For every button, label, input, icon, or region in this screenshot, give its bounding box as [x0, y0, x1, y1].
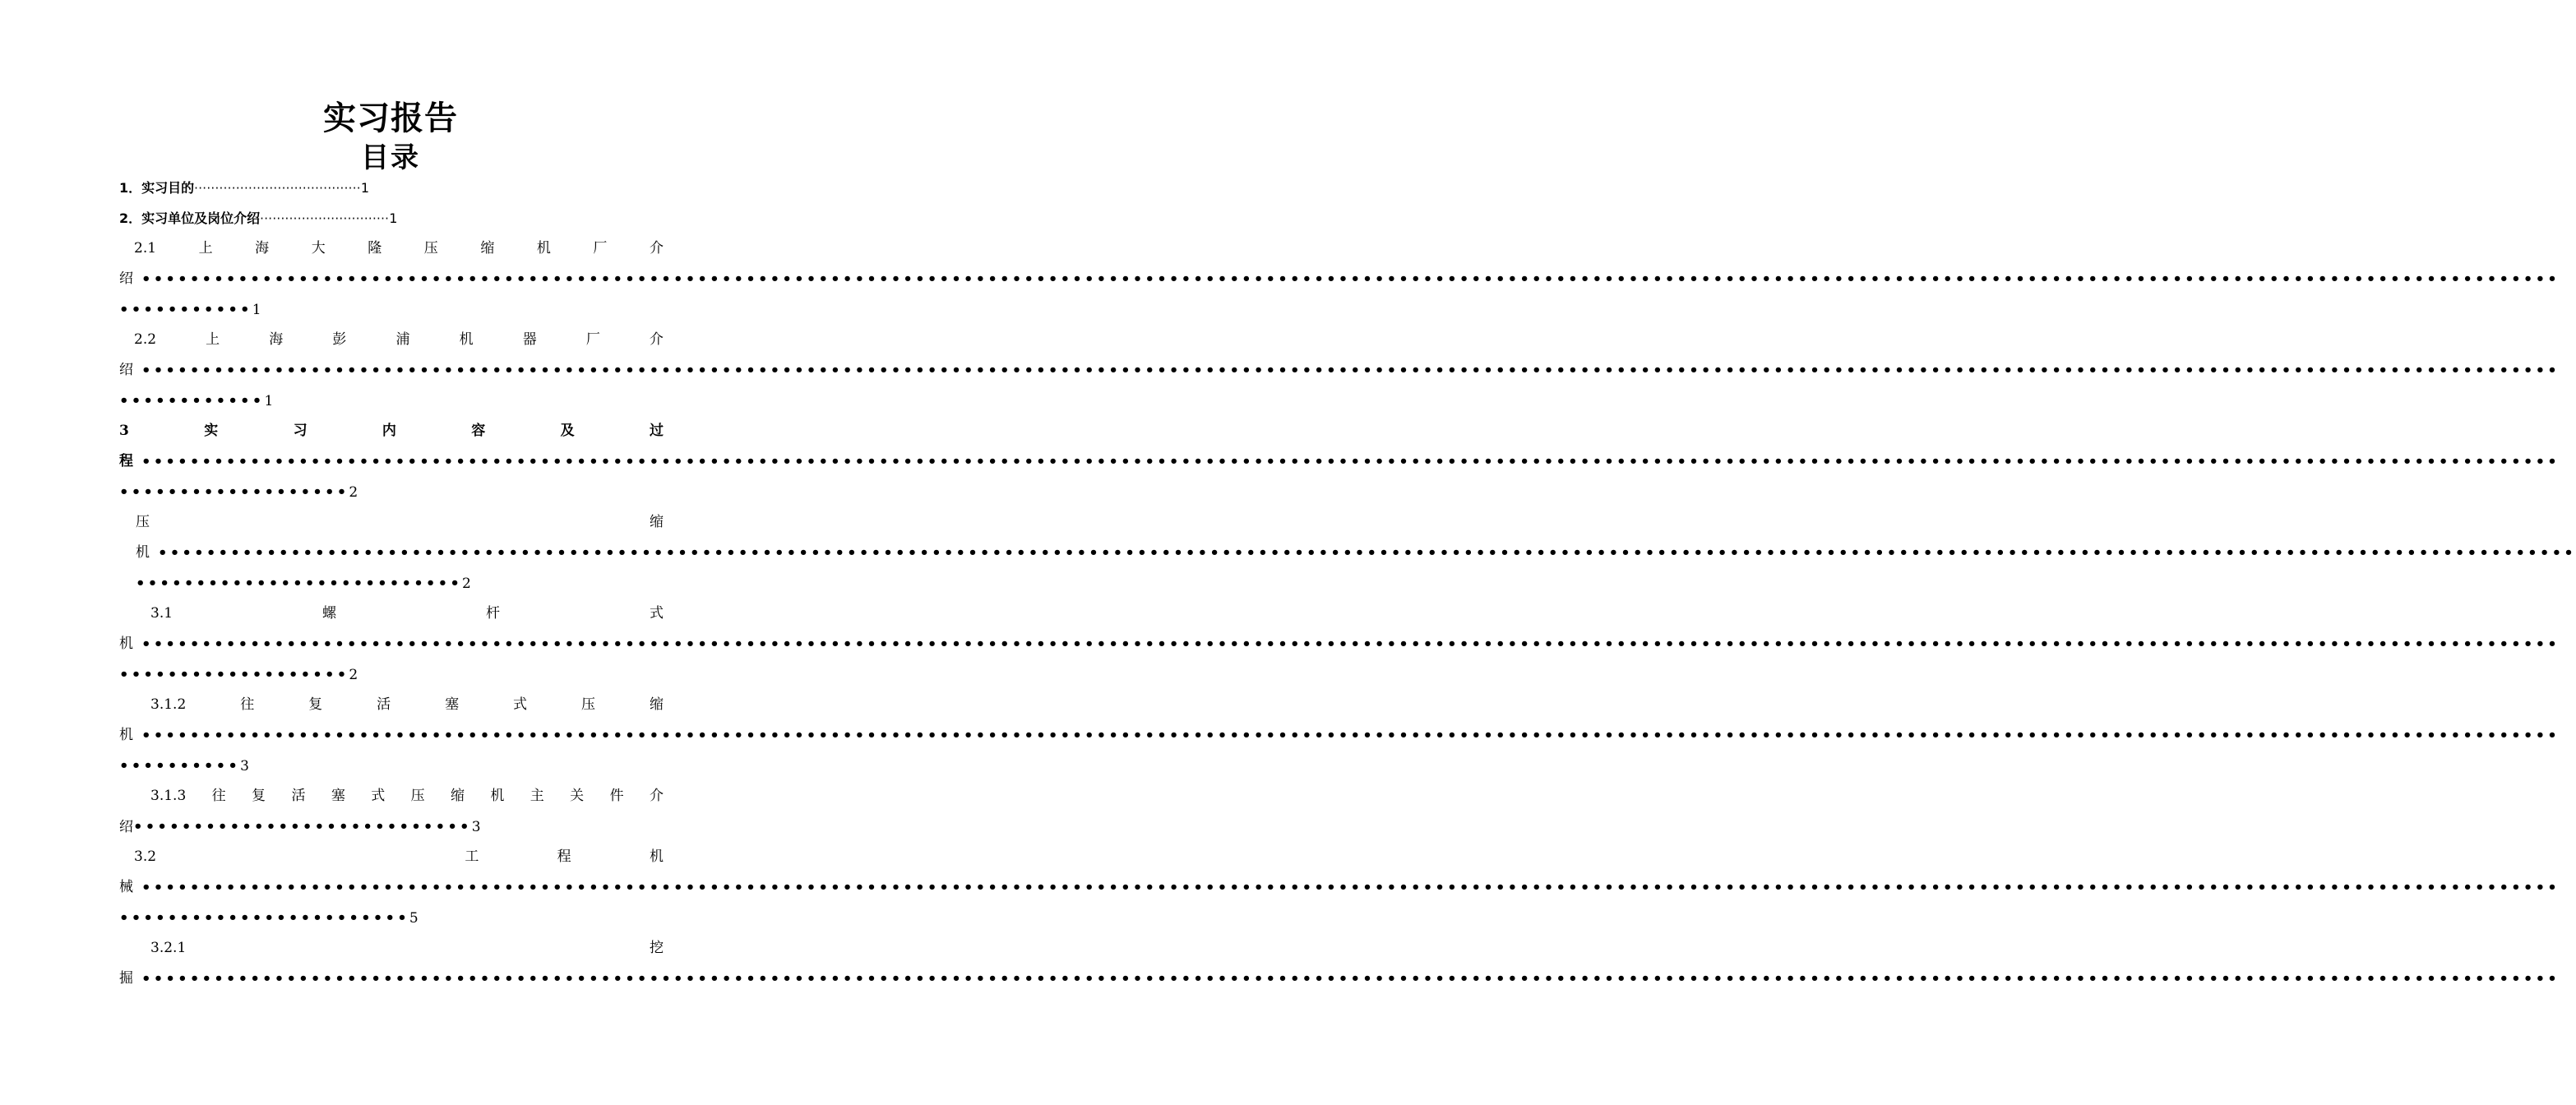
toc-char: 式: [513, 696, 528, 713]
toc-char: 压: [580, 696, 595, 713]
toc-entry-number: 3.1.3: [150, 788, 187, 804]
toc-char: 缩: [451, 788, 465, 804]
toc-leader: ••••••••••••••••••••••••••••••••••••••••••••••••••••••••••••••••••••••••••••••••••••••••••••••••••••••••••••••••••••••••••••••••••••••••••••••••••••••••••••••••••••••••••••••••••••••••••••••••••••••••: [141, 362, 2560, 379]
toc-char: 机: [119, 727, 133, 743]
toc-char: 复: [252, 788, 266, 804]
toc-char: 介: [649, 331, 664, 348]
toc-leader: ·······························: [260, 211, 390, 226]
toc-char: 械: [119, 879, 133, 895]
toc-entry-3-2[interactable]: [134, 842, 664, 872]
toc-entry-2-2[interactable]: [134, 325, 664, 355]
toc-entry-compressor-end: [136, 568, 680, 599]
toc-char: 彭: [332, 331, 347, 348]
toc-char: 缩: [650, 514, 664, 530]
toc-heading: 目录: [361, 141, 420, 174]
toc-char: 上: [198, 240, 213, 257]
toc-char: 过: [650, 423, 664, 439]
toc-char: 绍: [119, 362, 133, 378]
toc-page-number: 1: [389, 210, 398, 226]
toc-leader: ········································: [194, 181, 361, 196]
toc-char: 机: [536, 240, 551, 257]
toc-entry-compressor[interactable]: [136, 507, 664, 538]
toc-entry-number: 3.2.1: [150, 940, 187, 956]
toc-char: 螺: [322, 605, 337, 622]
toc-entry-number: 3.1.2: [150, 696, 187, 713]
toc-char: 厂: [585, 331, 600, 348]
toc-entry-number: 2.2: [134, 331, 157, 348]
toc-page-number: 5: [409, 910, 419, 927]
toc-char: 主: [530, 788, 544, 804]
toc-page-number: 2: [349, 484, 358, 501]
toc-char: 压: [136, 514, 150, 530]
toc-char: 内: [382, 423, 396, 439]
toc-char: 件: [609, 788, 624, 804]
toc-page-number: 3: [471, 819, 481, 835]
toc-leader: ••••••••••••••••••••••••••••••••••••••••••••••••••••••••••••••••••••••••••••••••••••••••••••••••••••••••••••••••••••••••••••••••••••••••••••••••••••••••••••••••••••••••••••••••••••••••••••••••••••••••: [141, 970, 2560, 987]
toc-char: 关: [570, 788, 585, 804]
toc-entry-number: 3.2: [134, 848, 157, 865]
toc-char: 机: [649, 848, 664, 865]
toc-leader: ••••••••••••••••••••••••••••••••••••••••••••••••••••••••••••••••••••••••••••••••••••••••••••••••••••••••••••••••••••••••••••••••••••••••••••••••••••••••••••••••••••••••••••••••••••••••••••••••••••••••: [141, 727, 2560, 744]
toc-char: 浦: [395, 331, 410, 348]
toc-entry-2[interactable]: [119, 203, 664, 233]
toc-char: 隆: [368, 240, 382, 257]
toc-entry-2-1-cont: [119, 264, 2560, 294]
toc-leader: •••••••••••••••••••: [119, 666, 349, 683]
toc-entry-1[interactable]: [119, 173, 664, 203]
toc-leader: •••••••••••: [119, 301, 252, 318]
toc-char: 复: [308, 696, 323, 713]
toc-entry-3-1-2-end: [119, 751, 664, 781]
toc-entry-3-2-1-cont: [119, 964, 2560, 994]
toc-char: 绍: [119, 270, 133, 287]
toc-leader: ••••••••••••••••••••••••••••••••••••••••••••••••••••••••••••••••••••••••••••••••••••••••••••••••••••••••••••••••••••••••••••••••••••••••••••••••••••••••••••••••••••••••••••••••••••••••••••••••••••••••: [141, 453, 2560, 470]
toc-char: 挖: [650, 940, 664, 956]
toc-leader: ••••••••••••••••••••••••••••: [133, 818, 472, 835]
toc-char: 海: [255, 240, 270, 257]
toc-entry-compressor-cont: [136, 538, 2576, 568]
toc-char: 缩: [649, 696, 664, 713]
toc-char: 容: [471, 423, 486, 439]
toc-entry-3-2-1[interactable]: [150, 933, 664, 964]
toc-leader: ••••••••••••••••••••••••••••••••••••••••••••••••••••••••••••••••••••••••••••••••••••••••••••••••••••••••••••••••••••••••••••••••••••••••••••••••••••••••••••••••••••••••••••••••••••••••••••••••••••••••: [141, 636, 2560, 653]
toc-char: 实: [204, 423, 219, 439]
toc-char: 大: [311, 240, 326, 257]
toc-char: 机: [459, 331, 474, 348]
toc-char: 机: [119, 636, 133, 652]
toc-entry-2-1[interactable]: [134, 233, 664, 264]
toc-char: 杆: [486, 605, 501, 622]
toc-char: 式: [371, 788, 386, 804]
toc-leader: •••••••••••••••••••••••••••: [136, 575, 463, 592]
toc-char: 器: [522, 331, 537, 348]
toc-char: 海: [269, 331, 284, 348]
toc-leader: ••••••••••••: [119, 392, 265, 409]
toc-entry-3-1-end: [119, 659, 664, 690]
toc-leader: •••••••••••••••••••: [119, 483, 349, 501]
toc-char: 程: [119, 453, 133, 469]
toc-leader: ••••••••••: [119, 757, 241, 774]
toc-entry-3-2-end: [119, 903, 664, 933]
toc-entry-2-2-cont: [119, 355, 2560, 386]
toc-page-number: 1: [264, 393, 274, 409]
toc-char: 绍: [119, 819, 133, 835]
toc-char: 介: [649, 240, 664, 257]
toc-char: 及: [560, 423, 575, 439]
toc-leader: ••••••••••••••••••••••••••••••••••••••••••••••••••••••••••••••••••••••••••••••••••••••••••••••••••••••••••••••••••••••••••••••••••••••••••••••••••••••••••••••••••••••••••••••••••••••••••••••••••••••••: [141, 270, 2560, 288]
toc-char: 往: [211, 788, 226, 804]
toc-char: 习: [293, 423, 308, 439]
toc-entry-number: 3.1: [150, 605, 173, 622]
toc-char: 机: [490, 788, 505, 804]
toc-entry-2-2-end: [119, 386, 664, 416]
toc-entry-3-1-3-cont: [119, 811, 664, 842]
toc-char: 活: [377, 696, 391, 713]
toc-char: 程: [557, 848, 571, 865]
toc-page-number: 1: [252, 302, 261, 318]
toc-entry-2-1-end: [119, 294, 664, 325]
document-title: 实习报告: [323, 99, 458, 137]
toc-entry-3-1[interactable]: [150, 599, 664, 629]
toc-entry-3-1-cont: [119, 629, 2560, 659]
toc-leader: ••••••••••••••••••••••••: [119, 909, 409, 927]
toc-leader: ••••••••••••••••••••••••••••••••••••••••••••••••••••••••••••••••••••••••••••••••••••••••••••••••••••••••••••••••••••••••••••••••••••••••••••••••••••••••••••••••••••••••••••••••••••••••••••••••••••••••: [141, 879, 2560, 896]
toc-entry-number: 2.1: [134, 240, 157, 257]
toc-char: 活: [291, 788, 306, 804]
toc-entry-3-end: [119, 477, 664, 507]
toc-char: 厂: [593, 240, 608, 257]
toc-entry-3-2-cont: [119, 872, 2560, 903]
toc-char: 压: [423, 240, 438, 257]
toc-leader: ••••••••••••••••••••••••••••••••••••••••••••••••••••••••••••••••••••••••••••••••••••••••••••••••••••••••••••••••••••••••••••••••••••••••••••••••••••••••••••••••••••••••••••••••••••••••••••••••••••••••: [158, 544, 2576, 562]
toc-char: 往: [240, 696, 255, 713]
toc-char: 塞: [445, 696, 460, 713]
toc-char: 介: [649, 788, 664, 804]
toc-entry-label: 2．实习单位及岗位介绍: [119, 210, 261, 226]
toc-char: 机: [136, 544, 150, 561]
toc-entry-3[interactable]: [119, 416, 664, 446]
toc-page-number: 2: [462, 576, 471, 592]
toc-char: 工: [465, 848, 479, 865]
toc-page-number: 1: [360, 180, 370, 196]
toc-entry-3-1-2-cont: [119, 720, 2560, 751]
toc-char: 压: [410, 788, 425, 804]
toc-char: 塞: [331, 788, 345, 804]
toc-entry-label: 1．实习目的: [119, 180, 195, 196]
toc-entry-number: 3: [119, 423, 129, 439]
toc-entry-3-1-3[interactable]: [150, 781, 664, 811]
toc-entry-3-1-2[interactable]: [150, 690, 664, 720]
toc-char: 上: [206, 331, 220, 348]
toc-entry-3-cont: [119, 446, 2560, 477]
toc-char: 缩: [480, 240, 495, 257]
toc-char: 掘: [119, 970, 133, 987]
toc-page-number: 2: [349, 667, 358, 683]
toc-page-number: 3: [240, 758, 249, 774]
toc-char: 式: [650, 605, 664, 622]
